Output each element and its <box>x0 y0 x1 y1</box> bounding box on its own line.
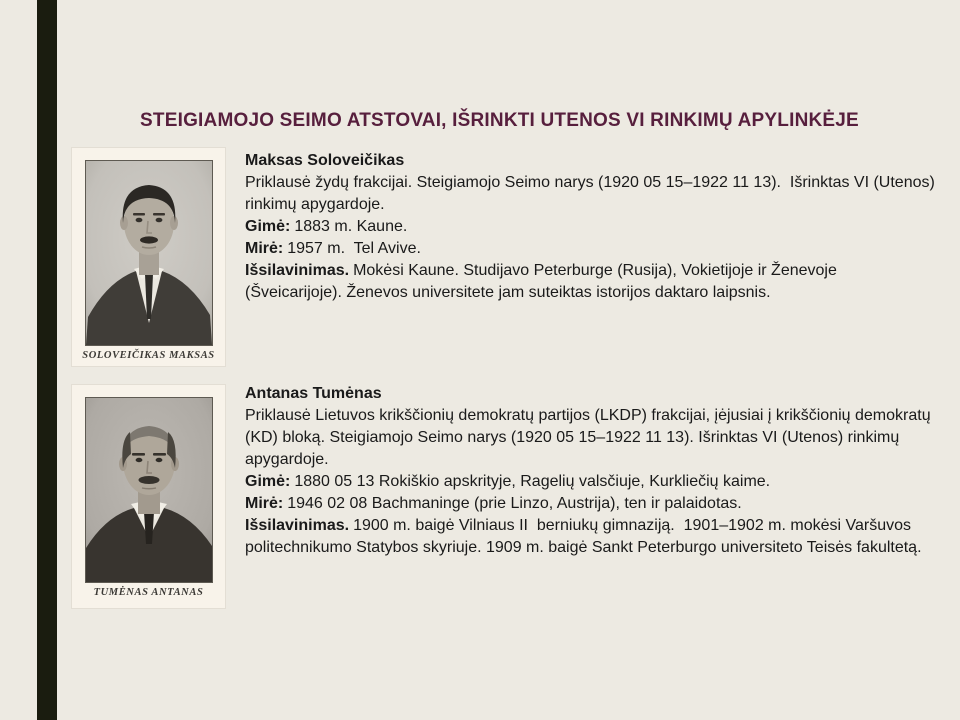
person-name: Maksas Soloveičikas <box>245 152 405 169</box>
bio-label: Išsilavinimas. <box>245 517 350 534</box>
bio-label: Mirė: <box>245 240 284 257</box>
bio-paragraph: Išsilavinimas. 1900 m. baigė Vilniaus II berniukų gimnaziją. 1901–1902 m. mokėsi Varšuvos politechnikumo Statybos skyriuje. 1909 m. baigė Sankt Peterburgo universiteto Teisės fakultetą. <box>245 517 922 556</box>
portrait-photo-tumenas <box>85 397 213 583</box>
bio-label: Gimė: <box>245 473 291 490</box>
photo-card-tumenas <box>72 385 225 608</box>
bio-label: Gimė: <box>245 218 291 235</box>
bio-paragraph: Gimė: 1880 05 13 Rokiškio apskrityje, Ragelių valsčiuje, Kurkliečių kaime. <box>245 473 771 490</box>
bio-paragraph: Mirė: 1957 m. Tel Avive. <box>245 240 421 257</box>
left-accent-bar <box>37 0 57 720</box>
person-section-soloveicikas <box>245 150 940 304</box>
photo-card-soloveicikas <box>72 148 225 366</box>
bio-label: Mirė: <box>245 495 284 512</box>
bio-paragraph: Gimė: 1883 m. Kaune. <box>245 218 408 235</box>
bio-paragraph: Priklausė Lietuvos krikščionių demokratų partijos (LKDP) frakcijai, įėjusiai į krikščionių demokratų (KD) bloką. Steigiamojo Seimo narys (1920 05 15–1922 11 13). Išrinktas VI (Utenos) rinkimų apygardoje. <box>245 407 936 468</box>
bio-paragraph: Išsilavinimas. Mokėsi Kaune. Studijavo Peterburge (Rusija), Vokietijoje ir Ženevoje (Šveicarijoje). Ženevos universitete jam suteiktas istorijos daktaro laipsnis. <box>245 262 842 301</box>
bio-label: Išsilavinimas. <box>245 262 350 279</box>
slide-title: STEIGIAMOJO SEIMO ATSTOVAI, IŠRINKTI UTENOS VI RINKIMŲ APYLINKĖJE <box>140 110 859 131</box>
portrait-photo-soloveicikas <box>85 160 213 346</box>
bio-paragraph: Priklausė žydų frakcijai. Steigiamojo Seimo narys (1920 05 15–1922 11 13). Išrinktas VI (Utenos) rinkimų apygardoje. <box>245 174 940 213</box>
person-name: Antanas Tumėnas <box>245 385 382 402</box>
photo-caption: TUMĖNAS ANTANAS <box>93 587 204 598</box>
person-section-tumenas <box>245 383 935 559</box>
photo-caption: SOLOVEIČIKAS MAKSAS <box>82 350 215 361</box>
bio-paragraph: Mirė: 1946 02 08 Bachmaninge (prie Linzo, Austrija), ten ir palaidotas. <box>245 495 742 512</box>
